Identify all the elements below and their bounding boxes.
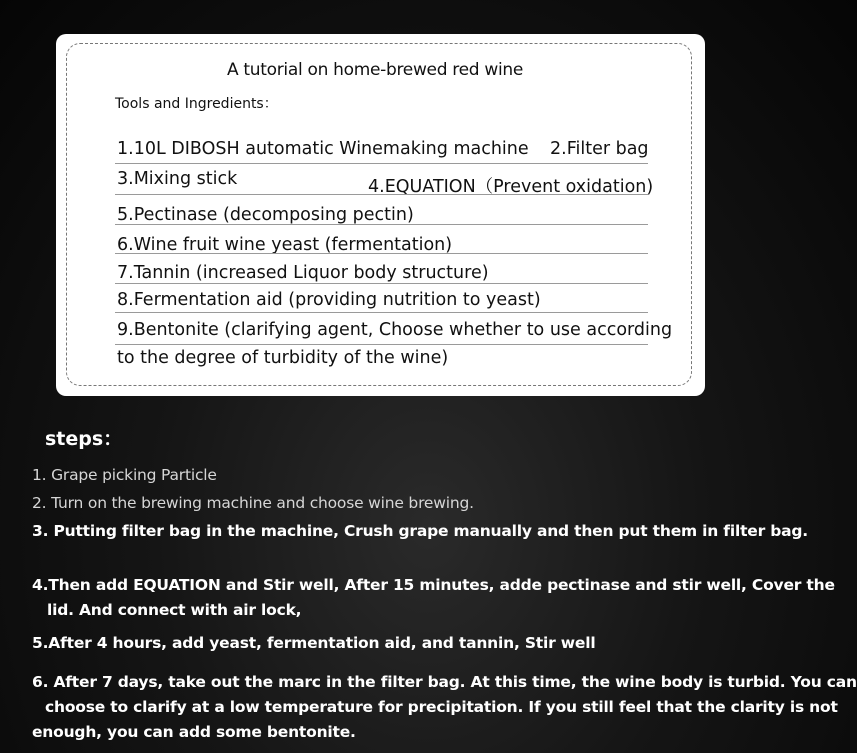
ingredient-item: 8.Fermentation aid (providing nutrition to yeast) [117, 290, 541, 310]
step-line: 5.After 4 hours, add yeast, fermentation aid, and tannin, Stir well [32, 634, 596, 652]
step-line: 6. After 7 days, take out the marc in the filter bag. At this time, the wine body is turbid. You can [32, 673, 857, 691]
divider [115, 312, 648, 313]
step-line: lid. And connect with air lock, [47, 601, 302, 619]
step-line: 2. Turn on the brewing machine and choose wine brewing. [32, 494, 474, 512]
step-line: 3. Putting filter bag in the machine, Crush grape manually and then put them in filter bag. [32, 522, 808, 540]
ingredient-item: 2.Filter bag [550, 139, 649, 159]
steps-heading: steps： [45, 428, 123, 450]
ingredient-item: 5.Pectinase (decomposing pectin) [117, 205, 414, 225]
divider [115, 283, 648, 284]
divider [115, 344, 648, 345]
divider [115, 224, 648, 225]
tools-subtitle: Tools and Ingredients： [115, 96, 278, 112]
step-line: 4.Then add EQUATION and Stir well, After 15 minutes, adde pectinase and stir well, Cover the [32, 576, 835, 594]
ingredient-item: 7.Tannin (increased Liquor body structure) [117, 263, 489, 283]
ingredient-item: 6.Wine fruit wine yeast (fermentation) [117, 235, 453, 255]
step-line: 1. Grape picking Particle [32, 466, 217, 484]
step-line: enough, you can add some bentonite. [32, 723, 356, 741]
divider [115, 253, 648, 254]
step-line: choose to clarify at a low temperature for precipitation. If you still feel that the clarity is not [45, 698, 838, 716]
ingredient-item: to the degree of turbidity of the wine) [117, 348, 449, 368]
divider [115, 194, 648, 195]
ingredient-item: 4.EQUATION（Prevent oxidation) [368, 177, 654, 197]
ingredient-item: 3.Mixing stick [117, 169, 238, 189]
ingredient-item: 9.Bentonite (clarifying agent, Choose whether to use according [117, 320, 673, 340]
divider [115, 163, 648, 164]
ingredient-item: 1.10L DIBOSH automatic Winemaking machine [117, 139, 529, 159]
tutorial-title: A tutorial on home-brewed red wine [226, 60, 524, 80]
